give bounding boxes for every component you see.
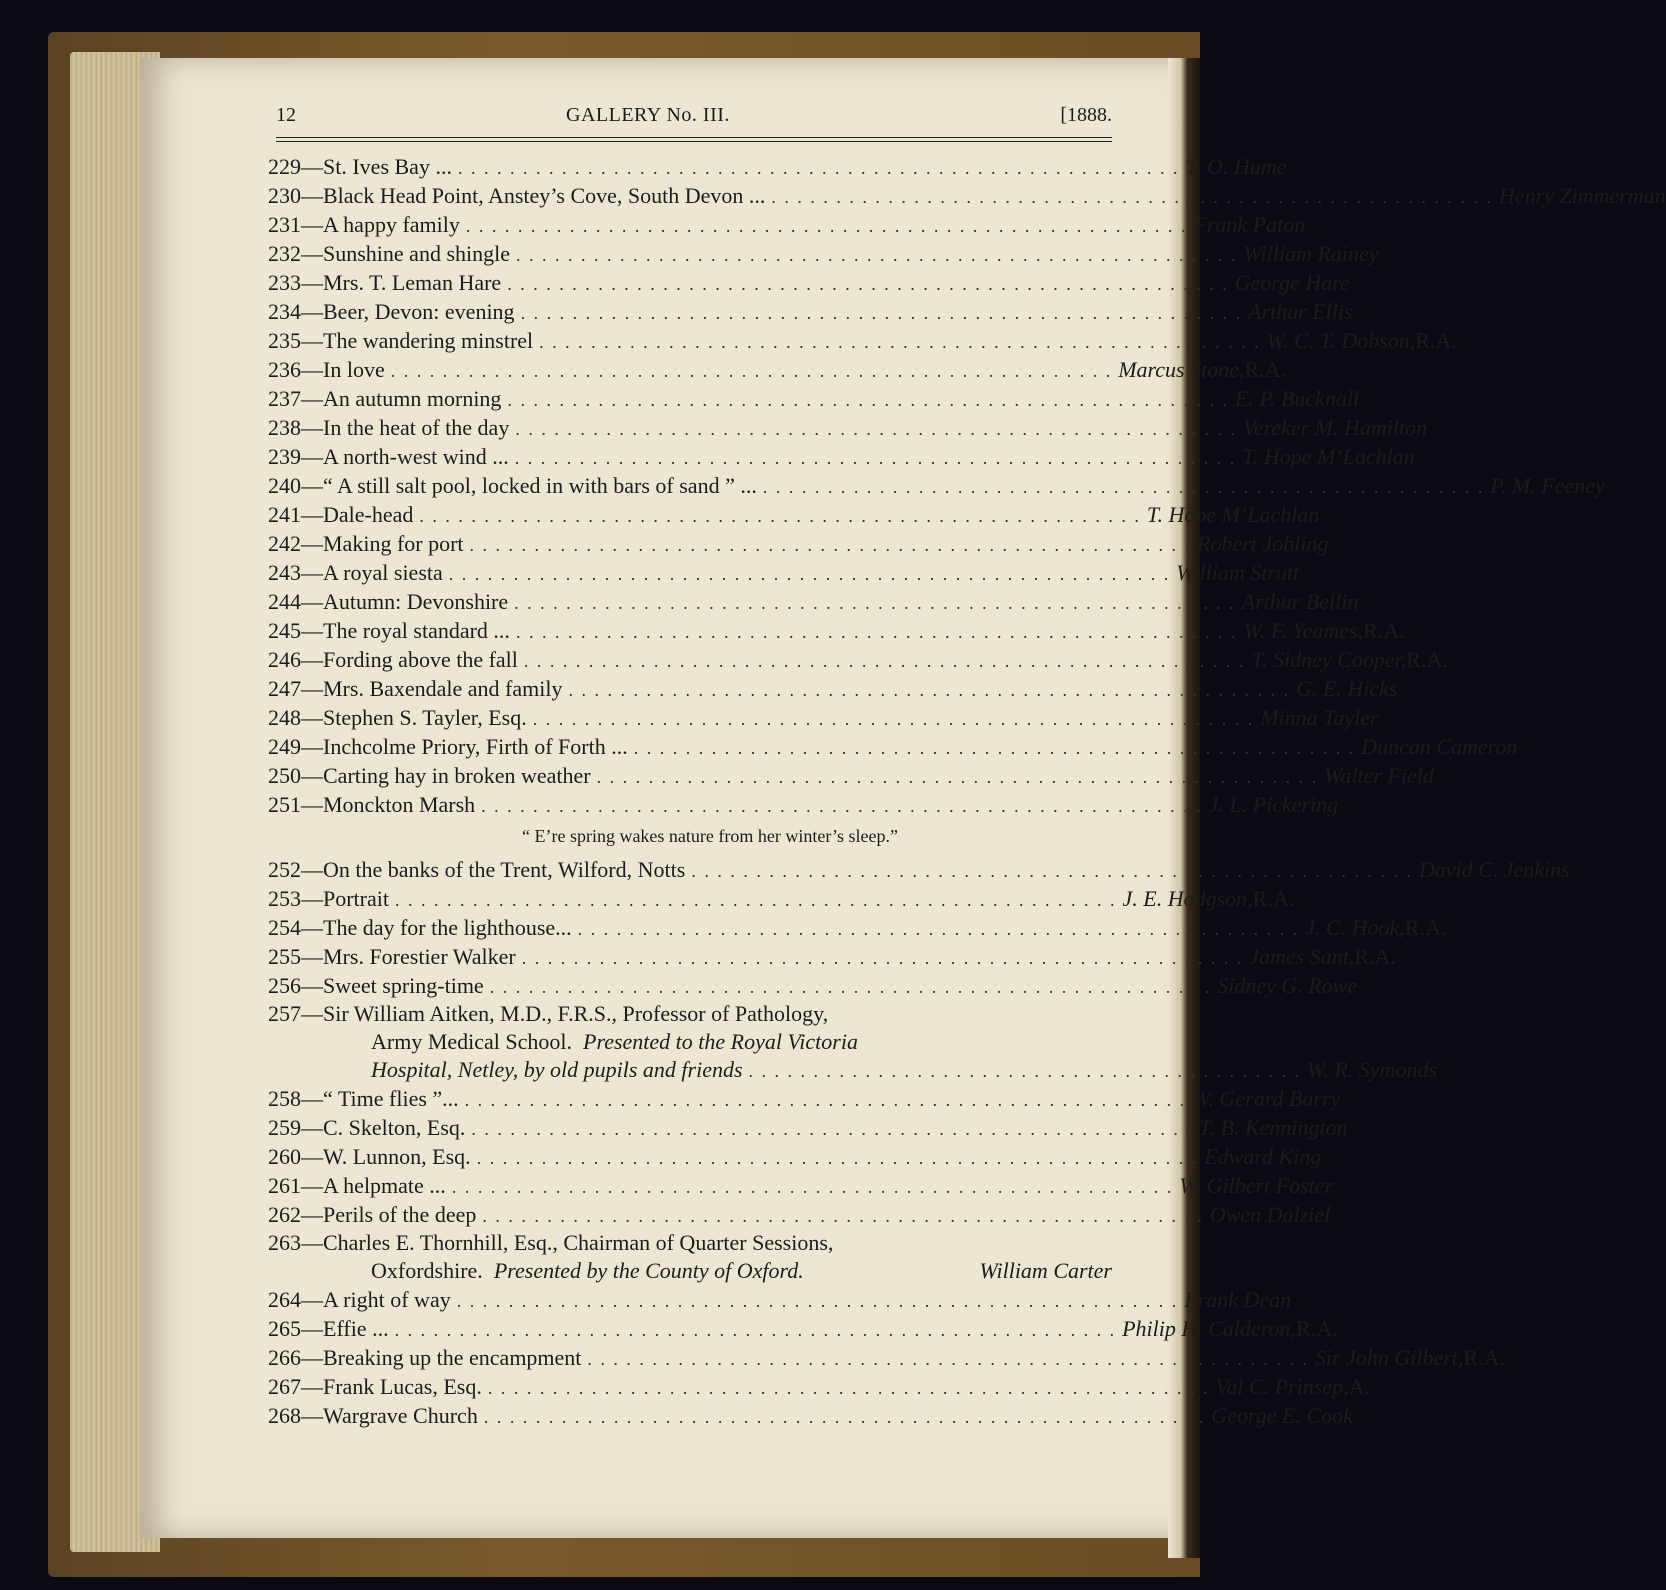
entry-title: Beer, Devon: evening — [323, 299, 515, 324]
dot-leader: . . . . . . . . . . . . . . . . . . . . . . . . . . . . . . . . . . . . . . . . . . . . . . . . . . . . . . . . — [577, 919, 1300, 939]
catalogue-entry-263 — [268, 1229, 1112, 1285]
dot-leader: . . . . . . . . . . . . . . . . . . . . . . . . . . . . . . . . . . . . . . . . . . . . . . . . . . . . . . . . — [395, 890, 1117, 910]
catalogue-entry — [268, 210, 1306, 239]
entry-artist: W. R. Symonds — [1307, 1057, 1438, 1082]
entry-number: 246— — [268, 647, 323, 672]
catalogue-entry — [268, 884, 1295, 913]
entry-number: 260— — [268, 1144, 323, 1169]
dot-leader: . . . . . . . . . . . . . . . . . . . . . . . . . . . . . . . . . . . . . . . . . . . . . . . . . . . . . . . . — [476, 1148, 1199, 1168]
dot-leader: . . . . . . . . . . . . . . . . . . . . . . . . . . . . . . . . . . . . . . . . . . . . . . . . . . . . . . . . — [539, 332, 1261, 352]
entry-title: In the heat of the day — [323, 415, 510, 440]
entry-honours: A. — [1348, 1374, 1370, 1399]
entry-artist: Robert Jobling — [1197, 531, 1329, 556]
catalogue-entry — [268, 674, 1398, 703]
entry-number: 243— — [268, 560, 323, 585]
entry-title: Mrs. Baxendale and family — [323, 676, 563, 701]
entry-title: Breaking up the encampment — [323, 1345, 582, 1370]
dot-leader: . . . . . . . . . . . . . . . . . . . . . . . . . . . . . . . . . . . . . . . . . . . . . . . . . . . . . . . . — [771, 187, 1493, 207]
entry-artist: George E. Cook — [1211, 1403, 1353, 1428]
catalogue-entry — [268, 413, 1428, 442]
catalogue-entry — [268, 297, 1353, 326]
entry-number: 248— — [268, 705, 323, 730]
dot-leader: . . . . . . . . . . . . . . . . . . . . . . . . . . . . . . . . . . . . . . . . . . . . . . . . . . . . . . . . — [419, 506, 1141, 526]
entry-artist: Philip H. Calderon, — [1122, 1316, 1297, 1341]
entry-number: 251— — [268, 792, 323, 817]
catalogue-entry — [268, 942, 1396, 971]
entry-title: “ A still salt pool, locked in with bars of sand ” ... — [323, 473, 757, 498]
entry-title: St. Ives Bay ... — [323, 154, 452, 179]
entry-artist: William Carter — [979, 1258, 1112, 1283]
catalogue-entry — [268, 326, 1457, 355]
entry-title: Fording above the fall — [323, 647, 518, 672]
catalogue-entry — [268, 355, 1287, 384]
entry-number: 263— — [268, 1230, 323, 1255]
entry-number: 238— — [268, 415, 323, 440]
entry-honours: R.A. — [1244, 357, 1287, 382]
entry-artist: Sidney G. Rowe — [1217, 973, 1358, 998]
entry-honours: R.A. — [1296, 1316, 1338, 1341]
dot-leader: . . . . . . . . . . . . . . . . . . . . . . . . . . . . . . . . . . . . . . . . . . . . . . . . . . . . . . . . — [633, 738, 1356, 758]
dot-leader: . . . . . . . . . . . . . . . . . . . . . . . . . . . . . . . . . . . . . . . . . . . . . . . . . . . . . . . . — [483, 1407, 1206, 1427]
entry-title: Autumn: Devonshire — [323, 589, 509, 614]
running-header — [276, 104, 1112, 134]
entry-honours: R.A. — [1404, 915, 1447, 940]
entry-number: 256— — [268, 973, 323, 998]
dot-leader: . . . . . . . . . . . . . . . . . . . . . . . . . . . . . . . . . . . . . . . . . . . . . . . . . . . . . . . . — [464, 1090, 1187, 1110]
entry-number: 247— — [268, 676, 323, 701]
catalogue-entry — [268, 268, 1350, 297]
dot-leader: . . . . . . . . . . . . . . . . . . . . . . . . . . . . . . . . . . . . . . . . . . . . . . . . . . . . . . . . — [481, 796, 1203, 816]
entry-note: Presented to the Royal Victoria — [583, 1029, 858, 1054]
entry-artist: T. O. Hume — [1185, 154, 1287, 179]
catalogue-entries — [268, 152, 1666, 1430]
dot-leader: . . . . . . . . . . . . . . . . . . . . . . . . . . . . . . . . . . . . . . . . . . . . . . . . . . . . . . . . — [482, 1206, 1204, 1226]
entry-title: Inchcolme Priory, Firth of Forth ... — [323, 734, 628, 759]
catalogue-entry-257 — [268, 1000, 1438, 1084]
entry-title: A helpmate ... — [323, 1173, 446, 1198]
entry-number: 253— — [268, 886, 323, 911]
catalogue-entry — [268, 790, 1339, 819]
entry-number: 230— — [268, 183, 323, 208]
dot-leader: . . . . . . . . . . . . . . . . . . . . . . . . . . . . . . . . . . . . . . . . . . . . . . . . . . . . . . . . — [456, 1291, 1179, 1311]
entry-title: A happy family — [323, 212, 460, 237]
dot-leader: . . . . . . . . . . . . . . . . . . . . . . . . . . . . . . . . . . . . . . . . . . . . . . . . . . . . . . . . — [520, 303, 1243, 323]
entry-artist: James Sant, — [1249, 944, 1355, 969]
entry-honours: R.A. — [1415, 328, 1457, 353]
entry-number: 254— — [268, 915, 323, 940]
catalogue-entry — [268, 1142, 1322, 1171]
entry-title: Charles E. Thornhill, Esq., Chairman of Quarter Sessions, — [323, 1230, 834, 1255]
entry-artist: Marcus Stone, — [1118, 357, 1245, 382]
entry-number: 244— — [268, 589, 323, 614]
entry-artist: Owen Dalziel — [1209, 1202, 1331, 1227]
entry-number: 258— — [268, 1086, 323, 1111]
dot-leader: . . . . . . . . . . . . . . . . . . . . . . . . . . . . . . . . . . . . . . . . . . . . . . . . . . . . . . . . — [507, 390, 1229, 410]
dot-leader: . . . . . . . . . . . . . . . . . . . . . . . . . . . . . . . . . . . . . . . . . . . . . . . . . . . . . . . . — [390, 361, 1113, 381]
entry-artist: T. Hope M‘Lachlan — [1242, 444, 1415, 469]
entry-title: A royal siesta — [323, 560, 443, 585]
entry-artist: G. E. Hicks — [1296, 676, 1398, 701]
gallery-title: GALLERY No. III. — [566, 104, 730, 126]
dot-leader: . . . . . . . . . . . . . . . . . . . . . . . . . . . . . . . . . . . . . . . . . . . . . . . . . . . . . . . . — [457, 158, 1180, 178]
entry-title: The wandering minstrel — [323, 328, 534, 353]
entries-group-c — [268, 1084, 1348, 1229]
dot-leader: . . . . . . . . . . . . . . . . . . . . . . . . . . . . . . . . . . . . . . . . . . . . . . . . . . . . . . . . — [532, 709, 1255, 729]
entry-number: 268— — [268, 1403, 323, 1428]
entry-number: 233— — [268, 270, 323, 295]
entry-title: Mrs. T. Leman Hare — [323, 270, 502, 295]
catalogue-entry — [268, 500, 1320, 529]
entry-artist: J. L. Pickering — [1208, 792, 1339, 817]
dot-leader: . . . . . . . . . . . . . . . . . . . . . . . . . . . . . . . . . . . . . . . . . . . . . . . . . . . . . . . . — [521, 948, 1244, 968]
catalogue-entry — [268, 471, 1605, 500]
entry-artist: Val C. Prinsep, — [1215, 1374, 1349, 1399]
entry-title: Dale-head — [323, 502, 414, 527]
catalogue-entry — [268, 442, 1415, 471]
entry-title: Stephen S. Tayler, Esq. — [323, 705, 527, 730]
entry-title: An autumn morning — [323, 386, 502, 411]
catalogue-entry — [268, 1200, 1331, 1229]
entry-honours: R.A. — [1354, 944, 1396, 969]
entry-title: The royal standard ... — [323, 618, 510, 643]
entry-artist: David C. Jenkins — [1418, 857, 1570, 882]
entry-note: Presented by the County of Oxford. — [493, 1258, 804, 1283]
entry-number: 240— — [268, 473, 323, 498]
entry-title: W. Lunnon, Esq. — [323, 1144, 471, 1169]
entry-title: Making for port — [323, 531, 464, 556]
entry-artist: T. Hope M‘Lachlan — [1146, 502, 1320, 527]
dot-leader: . . . . . . . . . . . . . . . . . . . . . . . . . . . . . . . . . . . . . . . . . . . . . . . . . . . . . . . . — [587, 1349, 1309, 1369]
dot-leader: . . . . . . . . . . . . . . . . . . . . . . . . . . . . . . . . . . . . . . . . . . . — [748, 1061, 1302, 1081]
catalogue-entry — [268, 1113, 1348, 1142]
entry-number: 262— — [268, 1202, 323, 1227]
catalogue-entry — [268, 1084, 1341, 1113]
entry-title-cont: Army Medical School. — [371, 1029, 573, 1054]
entry-artist: J. C. Hook, — [1305, 915, 1405, 940]
verse-quote: “ E’re spring wakes nature from her winter’s sleep.” — [521, 826, 899, 846]
entry-artist: T. B. Kennington — [1198, 1115, 1348, 1140]
entry-artist: Edward King — [1204, 1144, 1322, 1169]
entry-title: In love — [323, 357, 385, 382]
entry-artist: Vereker M. Hamilton — [1242, 415, 1428, 440]
catalogue-entry — [268, 181, 1666, 210]
entry-title: Frank Lucas, Esq. — [323, 1374, 482, 1399]
entry-number: 252— — [268, 857, 323, 882]
entry-title: Monckton Marsh — [323, 792, 476, 817]
dot-leader: . . . . . . . . . . . . . . . . . . . . . . . . . . . . . . . . . . . . . . . . . . . . . . . . . . . . . . . . — [465, 216, 1188, 236]
entry-title: Sir William Aitken, M.D., F.R.S., Professor of Pathology, — [323, 1001, 829, 1026]
entry-number: 264— — [268, 1287, 323, 1312]
entry-number: 236— — [268, 357, 323, 382]
entry-number: 232— — [268, 241, 323, 266]
entry-artist: Frank Dean — [1184, 1287, 1292, 1312]
entry-number: 234— — [268, 299, 323, 324]
catalogue-entry — [268, 616, 1405, 645]
entry-artist: J. E. Hodgson, — [1122, 886, 1253, 911]
dot-leader: . . . . . . . . . . . . . . . . . . . . . . . . . . . . . . . . . . . . . . . . . . . . . . . . . . . . . . . . — [451, 1177, 1174, 1197]
dot-leader: . . . . . . . . . . . . . . . . . . . . . . . . . . . . . . . . . . . . . . . . . . . . . . . . . . . . . . . . — [471, 1119, 1193, 1139]
entry-honours: R.A. — [1406, 647, 1448, 672]
entry-number: 265— — [268, 1316, 323, 1341]
entry-title: A right of way — [323, 1287, 451, 1312]
entry-artist: P. M. Feeney — [1490, 473, 1605, 498]
catalogue-entry — [268, 1285, 1292, 1314]
dot-leader: . . . . . . . . . . . . . . . . . . . . . . . . . . . . . . . . . . . . . . . . . . . . . . . . . . . . . . . . — [568, 680, 1290, 700]
entry-number: 250— — [268, 763, 323, 788]
entry-title: Perils of the deep — [323, 1202, 477, 1227]
header-rule — [276, 137, 1112, 138]
catalogue-entry — [268, 971, 1358, 1000]
dot-leader: . . . . . . . . . . . . . . . . . . . . . . . . . . . . . . . . . . . . . . . . . . . . . . . . . . . . . . . . — [514, 593, 1236, 613]
entry-title: “ Time flies ”... — [323, 1086, 459, 1111]
entry-number: 257— — [268, 1001, 323, 1026]
catalogue-entry — [268, 239, 1379, 268]
catalogue-entry — [268, 587, 1359, 616]
entry-number: 231— — [268, 212, 323, 237]
entry-artist: W. F. Yeames, — [1243, 618, 1364, 643]
entry-title: Effie ... — [323, 1316, 389, 1341]
catalogue-entry — [268, 761, 1434, 790]
entry-title: Carting hay in broken weather — [323, 763, 591, 788]
entry-number: 239— — [268, 444, 323, 469]
entry-title: Sunshine and shingle — [323, 241, 510, 266]
dot-leader: . . . . . . . . . . . . . . . . . . . . . . . . . . . . . . . . . . . . . . . . . . . . . . . . . . . . . . . . — [523, 651, 1246, 671]
catalogue-entry — [268, 1401, 1353, 1430]
entry-artist: W. C. T. Dobson, — [1266, 328, 1416, 353]
year-label: [1888. — [1060, 104, 1112, 126]
entry-artist: Walter Field — [1324, 763, 1434, 788]
entry-honours: R.A. — [1252, 886, 1295, 911]
header-rule-thin — [276, 141, 1112, 142]
catalogue-entry — [268, 558, 1300, 587]
entry-artist: T. Sidney Cooper, — [1251, 647, 1407, 672]
catalogue-entry — [268, 1343, 1505, 1372]
dot-leader: . . . . . . . . . . . . . . . . . . . . . . . . . . . . . . . . . . . . . . . . . . . . . . . . . . . . . . . . — [691, 861, 1413, 881]
entry-artist: Sir John Gilbert, — [1314, 1345, 1464, 1370]
dot-leader: . . . . . . . . . . . . . . . . . . . . . . . . . . . . . . . . . . . . . . . . . . . . . . . . . . . . . . . . — [507, 274, 1229, 294]
entry-number: 229— — [268, 154, 323, 179]
entry-title: The day for the lighthouse... — [323, 915, 572, 940]
entry-title: C. Skelton, Esq. — [323, 1115, 466, 1140]
entry-artist: Henry Zimmerman — [1498, 183, 1666, 208]
dot-leader: . . . . . . . . . . . . . . . . . . . . . . . . . . . . . . . . . . . . . . . . . . . . . . . . . . . . . . . . — [762, 477, 1485, 497]
catalogue-entry — [268, 1372, 1370, 1401]
dot-leader: . . . . . . . . . . . . . . . . . . . . . . . . . . . . . . . . . . . . . . . . . . . . . . . . . . . . . . . . — [394, 1320, 1117, 1340]
catalogue-entry — [268, 1171, 1334, 1200]
entry-title: A north-west wind ... — [323, 444, 509, 469]
dot-leader: . . . . . . . . . . . . . . . . . . . . . . . . . . . . . . . . . . . . . . . . . . . . . . . . . . . . . . . . — [596, 767, 1319, 787]
entry-artist: George Hare — [1234, 270, 1350, 295]
dot-leader: . . . . . . . . . . . . . . . . . . . . . . . . . . . . . . . . . . . . . . . . . . . . . . . . . . . . . . . . — [515, 419, 1237, 439]
entries-group-d — [268, 1285, 1505, 1430]
entry-title: Mrs. Forestier Walker — [323, 944, 516, 969]
page-number: 12 — [276, 104, 296, 126]
entry-artist: Arthur Bellin — [1241, 589, 1359, 614]
entry-number: 235— — [268, 328, 323, 353]
dot-leader: . . . . . . . . . . . . . . . . . . . . . . . . . . . . . . . . . . . . . . . . . . . . . . . . . . . . . . . . — [514, 448, 1237, 468]
entry-artist: Minna Tayler — [1260, 705, 1379, 730]
entry-title: Sweet spring-time — [323, 973, 484, 998]
entry-artist: E. P. Bucknall — [1234, 386, 1360, 411]
dot-leader: . . . . . . . . . . . . . . . . . . . . . . . . . . . . . . . . . . . . . . . . . . . . . . . . . . . . . . . . — [489, 977, 1212, 997]
entry-note-cont: Hospital, Netley, by old pupils and friends — [371, 1057, 743, 1082]
entry-artist: William Strutt — [1176, 560, 1300, 585]
dot-leader: . . . . . . . . . . . . . . . . . . . . . . . . . . . . . . . . . . . . . . . . . . . . . . . . . . . . . . . . — [487, 1378, 1210, 1398]
entry-artist: Arthur Ellis — [1248, 299, 1353, 324]
entry-number: 261— — [268, 1173, 323, 1198]
catalogue-entry — [268, 855, 1570, 884]
catalogue-entry — [268, 1314, 1338, 1343]
catalogue-entry — [268, 384, 1360, 413]
entry-honours: R.A. — [1363, 618, 1405, 643]
catalogue-entry — [268, 703, 1379, 732]
entries-group-a — [268, 152, 1666, 819]
entry-number: 267— — [268, 1374, 323, 1399]
entry-artist: William Rainey — [1243, 241, 1379, 266]
entries-group-b — [268, 855, 1570, 1000]
entry-number: 255— — [268, 944, 323, 969]
entry-title-cont: Oxfordshire. — [371, 1258, 483, 1283]
entry-number: 242— — [268, 531, 323, 556]
dot-leader: . . . . . . . . . . . . . . . . . . . . . . . . . . . . . . . . . . . . . . . . . . . . . . . . . . . . . . . . — [515, 622, 1238, 642]
entry-honours: R.A. — [1463, 1345, 1505, 1370]
catalogue-entry — [268, 732, 1518, 761]
entry-title: Portrait — [323, 886, 389, 911]
entry-number: 259— — [268, 1115, 323, 1140]
entry-title: On the banks of the Trent, Wilford, Notts — [323, 857, 686, 882]
entry-number: 266— — [268, 1345, 323, 1370]
catalogue-entry — [268, 645, 1448, 674]
dot-leader: . . . . . . . . . . . . . . . . . . . . . . . . . . . . . . . . . . . . . . . . . . . . . . . . . . . . . . . . — [448, 564, 1171, 584]
catalogue-entry — [268, 152, 1287, 181]
entry-number: 241— — [268, 502, 323, 527]
entry-artist: W. Gerard Barry — [1192, 1086, 1341, 1111]
entry-number: 249— — [268, 734, 323, 759]
entry-title: Wargrave Church — [323, 1403, 478, 1428]
entry-number: 245— — [268, 618, 323, 643]
entry-title: Black Head Point, Anstey’s Cove, South Devon ... — [323, 183, 766, 208]
entry-artist: W. Gilbert Foster — [1179, 1173, 1334, 1198]
dot-leader: . . . . . . . . . . . . . . . . . . . . . . . . . . . . . . . . . . . . . . . . . . . . . . . . . . . . . . . . — [469, 535, 1192, 555]
dot-leader: . . . . . . . . . . . . . . . . . . . . . . . . . . . . . . . . . . . . . . . . . . . . . . . . . . . . . . . . — [516, 245, 1238, 265]
entry-artist: Duncan Cameron — [1361, 734, 1518, 759]
entry-artist: Frank Paton — [1193, 212, 1306, 237]
entry-number: 237— — [268, 386, 323, 411]
catalogue-entry — [268, 913, 1447, 942]
catalogue-entry — [268, 529, 1329, 558]
